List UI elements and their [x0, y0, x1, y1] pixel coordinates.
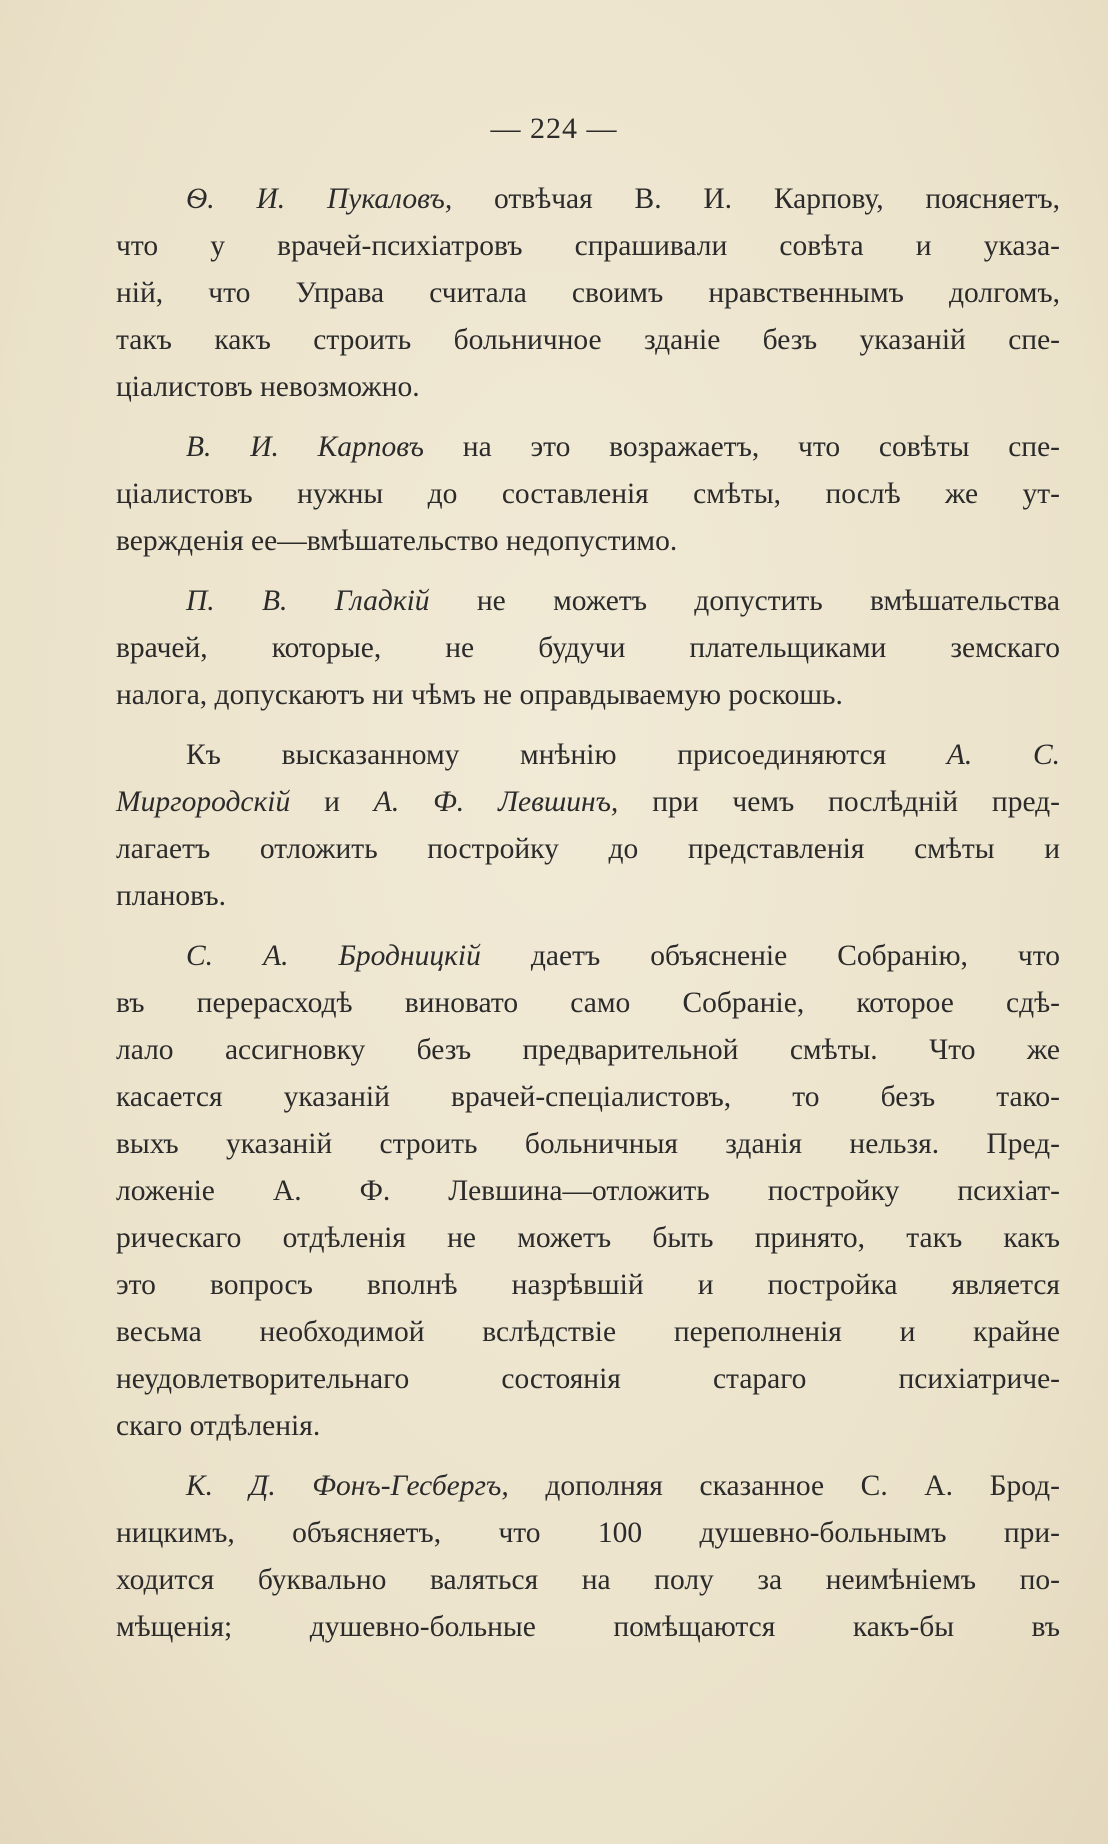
line-text: на это возражаетъ, что совѣты спе- — [423, 431, 1060, 463]
text-line — [116, 424, 1060, 471]
text-line — [116, 223, 1060, 270]
speaker-name: А. Ф. Левшинъ, — [373, 786, 619, 818]
line-text: касается указаній врачей-спеціалистовъ, то безъ тако- — [116, 1081, 1060, 1113]
text-line — [116, 317, 1060, 364]
line-text: вержденія ее—вмѣшательство недопустимо. — [116, 525, 678, 557]
paragraph — [116, 933, 1060, 1450]
text-line — [116, 980, 1060, 1027]
speaker-name: С. А. Бродницкій — [186, 940, 481, 972]
speaker-name: П. В. Гладкій — [186, 585, 430, 617]
line-text: неудовлетворительнаго состоянія стараго психіатриче- — [116, 1363, 1060, 1395]
line-text: не можетъ допустить вмѣшательства — [429, 585, 1060, 617]
paragraph — [116, 424, 1060, 565]
line-text: скаго отдѣленія. — [116, 1410, 321, 1442]
speaker-name: Миргородскій — [116, 786, 291, 818]
text-line — [116, 578, 1060, 625]
line-text: лагаетъ отложить постройку до представленія смѣты и — [116, 833, 1060, 865]
text-line — [116, 1557, 1060, 1604]
line-text: Къ высказанному мнѣнію присоединяются — [186, 739, 947, 771]
text-line — [116, 1604, 1060, 1651]
text-line — [116, 270, 1060, 317]
text-line — [116, 826, 1060, 873]
line-text: рическаго отдѣленія не можетъ быть принято, такъ какъ — [116, 1222, 1060, 1254]
line-text: ній, что Управа считала своимъ нравственнымъ долгомъ, — [116, 277, 1060, 309]
paragraph — [116, 578, 1060, 719]
speaker-name: В. И. Карповъ — [186, 431, 424, 463]
paragraph — [116, 1463, 1060, 1651]
text-line — [116, 364, 1060, 411]
text-line — [116, 1403, 1060, 1450]
line-text: выхъ указаній строить больничныя зданія нельзя. Пред- — [116, 1128, 1060, 1160]
speaker-name: Ѳ. И. Пукаловъ, — [186, 183, 453, 215]
speaker-name: А. С. — [946, 739, 1061, 771]
line-text: весьма необходимой вслѣдствіе переполненія и крайне — [116, 1316, 1060, 1348]
line-text: въ перерасходѣ виновато само Собраніе, которое сдѣ- — [116, 987, 1060, 1019]
text-line — [116, 933, 1060, 980]
text-line — [116, 1356, 1060, 1403]
text-line — [116, 1074, 1060, 1121]
line-text: дополняя сказанное С. А. Брод- — [508, 1470, 1060, 1502]
text-line — [116, 1168, 1060, 1215]
line-text: плановъ. — [116, 880, 226, 912]
text-line — [116, 873, 1060, 920]
line-text: ницкимъ, объясняетъ, что 100 душевно-больнымъ при- — [116, 1517, 1060, 1549]
line-text: отвѣчая В. И. Карпову, поясняетъ, — [452, 183, 1060, 215]
text-line — [116, 176, 1060, 223]
text-line — [116, 471, 1060, 518]
line-text: ціалистовъ нужны до составленія смѣты, послѣ же ут- — [116, 478, 1060, 510]
text-line — [116, 1463, 1060, 1510]
line-text: ложеніе А. Ф. Левшина—отложить постройку психіат- — [116, 1175, 1060, 1207]
line-text: лало ассигновку безъ предварительной смѣты. Что же — [116, 1034, 1060, 1066]
paragraph — [116, 732, 1060, 920]
paragraph — [116, 176, 1060, 411]
text-line — [116, 1121, 1060, 1168]
body-text — [116, 176, 1060, 1664]
text-line — [116, 625, 1060, 672]
line-text: ціалистовъ невозможно. — [116, 371, 420, 403]
speaker-name: К. Д. Фонъ-Гесбергъ, — [186, 1470, 509, 1502]
text-line — [116, 1262, 1060, 1309]
text-line — [116, 518, 1060, 565]
line-text: даетъ объясненіе Собранію, что — [480, 940, 1060, 972]
line-text: это вопросъ вполнѣ назрѣвшій и постройка является — [116, 1269, 1060, 1301]
line-text: ходится буквально валяться на полу за неимѣніемъ по- — [116, 1564, 1060, 1596]
text-line — [116, 779, 1060, 826]
text-line — [116, 732, 1060, 779]
text-line — [116, 1309, 1060, 1356]
line-text: при чемъ послѣдній пред- — [618, 786, 1060, 818]
line-text: врачей, которые, не будучи плательщиками земскаго — [116, 632, 1060, 664]
line-text: такъ какъ строить больничное зданіе безъ указаній спе- — [116, 324, 1060, 356]
text-line — [116, 1215, 1060, 1262]
text-line — [116, 1027, 1060, 1074]
page-number: — 224 — — [490, 112, 618, 145]
line-text: что у врачей-психіатровъ спрашивали совѣта и указа- — [116, 230, 1060, 262]
line-text: мѣщенія; душевно-больные помѣщаются какъ-бы въ — [116, 1611, 1060, 1643]
line-text: налога, допускаютъ ни чѣмъ не оправдываемую роскошь. — [116, 679, 843, 711]
line-text: и — [290, 786, 374, 818]
text-line — [116, 672, 1060, 719]
text-line — [116, 1510, 1060, 1557]
